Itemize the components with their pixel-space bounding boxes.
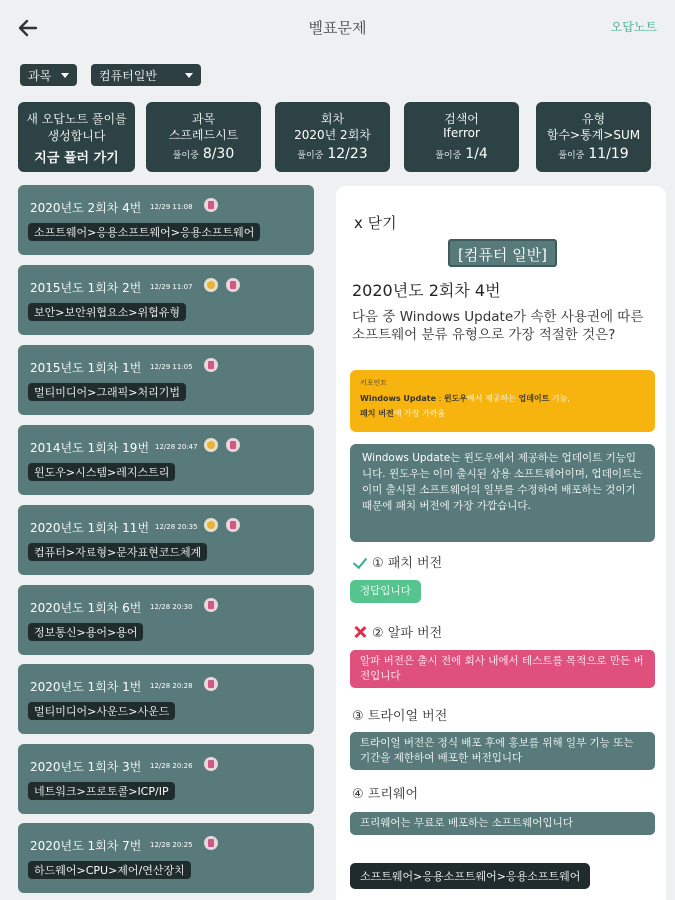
- list-item[interactable]: [18, 664, 314, 734]
- category-tag: 소프트웨어>응용소프트웨어>응용소프트웨어: [28, 223, 260, 241]
- chevron-down-icon: [61, 73, 69, 78]
- option-label: ② 알파 버전: [372, 626, 443, 641]
- subject-filter-label: 과목: [28, 68, 52, 83]
- item-title: 2020년도 1회차 3번: [30, 760, 142, 774]
- solve-now-label: 지금 풀러 가기: [34, 151, 119, 166]
- question-text: 다음 중 Windows Update가 속한 사용권에 따른 소프트웨어 분류 유형으로 가장 적절한 것은?: [352, 309, 644, 343]
- card-category: 과목: [191, 112, 216, 126]
- card-value: Iferror: [443, 126, 480, 140]
- check-icon: [352, 554, 368, 570]
- list-item[interactable]: [18, 265, 314, 335]
- wrong-note-link[interactable]: 오답노트: [610, 20, 657, 34]
- close-button[interactable]: x 닫기: [354, 214, 397, 232]
- card-progress: 풀이중 8/30: [172, 146, 235, 162]
- item-title: 2020년도 1회차 6번: [30, 601, 142, 615]
- item-date: 12/28 20:28: [150, 682, 193, 690]
- item-date: 12/28 20:26: [150, 762, 193, 770]
- list-item[interactable]: [18, 585, 314, 655]
- card-line: 새 오답노트 풀이를: [26, 112, 127, 126]
- keypoint-line-2: 패치 버전에 가장 가까움: [360, 409, 446, 418]
- card-progress: 풀이중 12/23: [297, 146, 368, 162]
- subject-value-dropdown[interactable]: [91, 64, 201, 86]
- option-1[interactable]: [352, 552, 442, 571]
- trash-icon[interactable]: [204, 757, 218, 771]
- trash-icon[interactable]: [226, 278, 240, 292]
- item-date: 12/28 20:25: [150, 841, 193, 849]
- type-progress-card[interactable]: [536, 102, 651, 172]
- category-tag: 윈도우>시스템>레지스트리: [28, 463, 175, 481]
- option-4-note: 프리웨어는 무료로 배포하는 소프트웨어입니다: [350, 812, 655, 835]
- category-tag: 컴퓨터>자료형>문자표현코드체계: [28, 543, 207, 561]
- option-4[interactable]: [352, 783, 418, 802]
- card-value: 2020년 2회차: [294, 128, 371, 142]
- category-tag: 멀티미디어>그래픽>처리기법: [28, 383, 186, 401]
- keypoint-line-1: Windows Update : 윈도우에서 제공하는 업데이트 기능,: [360, 394, 570, 403]
- option-2[interactable]: [352, 622, 442, 641]
- trash-icon[interactable]: [226, 518, 240, 532]
- keyword-progress-card[interactable]: [404, 102, 519, 172]
- card-progress: 풀이중 11/19: [558, 146, 629, 162]
- item-date: 12/29 11:07: [150, 283, 193, 291]
- cross-icon: [352, 624, 368, 640]
- category-tag: 보안>보안위협요소>위협유형: [28, 303, 186, 321]
- item-title: 2020년도 1회차 7번: [30, 839, 142, 853]
- trash-icon[interactable]: [204, 198, 218, 212]
- card-line: 생성합니다: [47, 129, 106, 143]
- explanation-box: Windows Update는 윈도우에서 제공하는 업데이트 기능입니다. 윈도우는 이미 출시된 상용 소프트웨어이며, 업데이트는 이미 출시된 소프트웨어의 일부를 수정하여 배포하는 것이기 때문에 패치 버전에 가장 가깝습니다.: [350, 444, 655, 542]
- option-2-note: 알파 버전은 출시 전에 회사 내에서 테스트를 목적으로 만든 버전입니다: [350, 650, 655, 688]
- chevron-down-icon: [185, 73, 193, 78]
- item-date: 12/28 20:47: [155, 443, 198, 451]
- trash-icon[interactable]: [204, 358, 218, 372]
- item-date: 12/29 11:05: [150, 363, 193, 371]
- option-1-note: 정답입니다: [350, 580, 421, 603]
- list-item[interactable]: [18, 185, 314, 255]
- list-item[interactable]: [18, 345, 314, 415]
- item-title: 2014년도 1회차 19번: [30, 441, 150, 455]
- item-title: 2015년도 1회차 1번: [30, 361, 142, 375]
- card-category: 검색어: [444, 112, 479, 126]
- keypoint-label: 키포인트: [360, 379, 388, 387]
- keypoint-box: [350, 370, 655, 432]
- list-item[interactable]: [18, 505, 314, 575]
- card-progress: 풀이중 1/4: [435, 146, 488, 162]
- list-item[interactable]: [18, 425, 314, 495]
- trash-icon[interactable]: [204, 598, 218, 612]
- footer-category-tag: 소프트웨어>응용소프트웨어>응용소프트웨어: [350, 863, 590, 889]
- list-item[interactable]: [18, 744, 314, 814]
- page-title: 벨표문제: [308, 19, 367, 37]
- option-label: ③ 트라이얼 버전: [352, 709, 448, 724]
- subject-filter-dropdown[interactable]: [20, 64, 77, 86]
- subject-value-label: 컴퓨터일반: [99, 68, 157, 83]
- item-title: 2015년도 1회차 2번: [30, 281, 142, 295]
- round-progress-card[interactable]: [275, 102, 390, 172]
- question-detail-panel: [336, 186, 666, 900]
- category-tag: 하드웨어>CPU>제어/연산장치: [28, 861, 191, 879]
- option-3[interactable]: [352, 705, 447, 724]
- card-category: 유형: [581, 112, 606, 126]
- list-item[interactable]: [18, 823, 314, 893]
- item-date: 12/28 20:35: [155, 523, 198, 531]
- item-date: 12/28 20:30: [150, 603, 193, 611]
- card-value: 함수>통계>SUM: [546, 128, 641, 142]
- option-3-note: 트라이얼 버전은 정식 배포 후에 홍보를 위해 일부 기능 또는 기간을 제한하여 배포한 버전입니다: [350, 732, 655, 770]
- card-value: 스프레드시트: [168, 128, 239, 142]
- option-label: ④ 프리웨어: [352, 787, 419, 802]
- item-title: 2020년도 1회차 11번: [30, 521, 150, 535]
- item-title: 2020년도 1회차 1번: [30, 680, 142, 694]
- category-tag: 정보통신>용어>용어: [28, 623, 143, 641]
- item-date: 12/29 11:08: [150, 203, 193, 211]
- top-app-bar: [0, 0, 675, 56]
- trash-icon[interactable]: [204, 677, 218, 691]
- new-wrong-note-card[interactable]: [18, 102, 135, 172]
- item-title: 2020년도 2회차 4번: [30, 201, 142, 215]
- trash-icon[interactable]: [204, 836, 218, 850]
- question-heading: 2020년도 2회차 4번: [352, 281, 501, 300]
- category-tag: 멀티미디어>사운드>사운드: [28, 702, 175, 720]
- card-category: 회차: [320, 112, 345, 126]
- trash-icon[interactable]: [226, 438, 240, 452]
- star-icon[interactable]: [204, 518, 218, 532]
- star-icon[interactable]: [204, 278, 218, 292]
- subject-badge: [컴퓨터 일반]: [448, 239, 557, 267]
- star-icon[interactable]: [204, 438, 218, 452]
- category-tag: 네트워크>프로토콜>ICP/IP: [28, 782, 175, 800]
- subject-progress-card[interactable]: [146, 102, 261, 172]
- option-label: ① 패치 버전: [372, 556, 443, 571]
